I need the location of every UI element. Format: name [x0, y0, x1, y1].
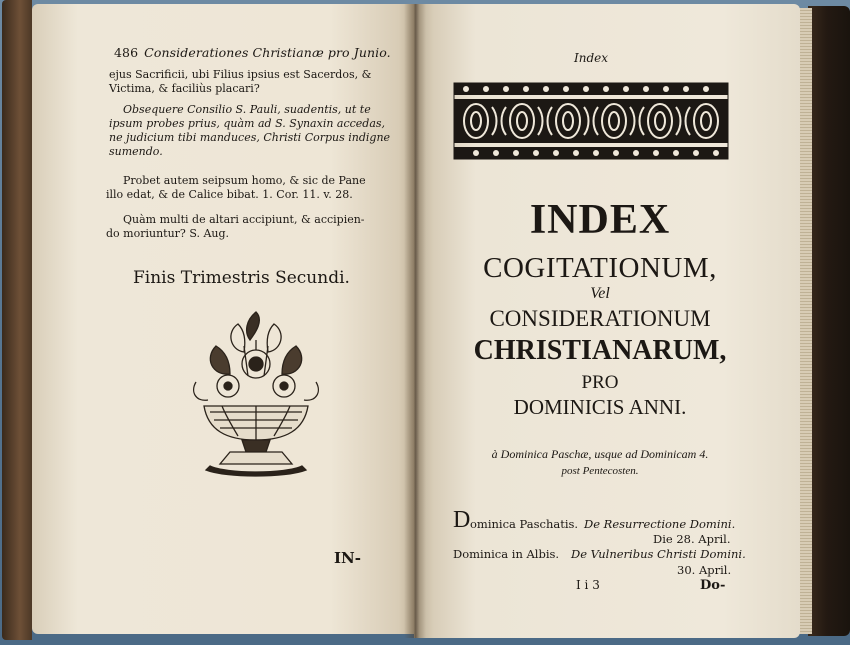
left-page-number: 486: [114, 45, 139, 60]
entry-title: Dominica in Albis.: [453, 547, 560, 561]
left-running-head: [114, 45, 391, 60]
paragraph-line: sumendo.: [109, 145, 163, 158]
book-gutter: [404, 4, 426, 638]
paragraph-line: Victima, & faciliùs placari?: [109, 82, 260, 95]
page-signature: I i 3: [576, 578, 600, 592]
entry-date: 30. April.: [677, 563, 732, 577]
title-vel: Vel: [590, 285, 610, 302]
title-considerationum: CONSIDERATIONUM: [489, 306, 711, 331]
drop-cap: D: [453, 507, 471, 533]
paragraph-line: ne judicium tibi manduces, Christi Corpus indigne: [109, 131, 391, 144]
title-dominicis-anni: DOMINICIS ANNI.: [513, 395, 687, 419]
title-pro: PRO: [581, 372, 619, 393]
entry-topic: De Vulneribus Christi Domini.: [571, 547, 746, 561]
entry-date: Die 28. April.: [653, 532, 731, 546]
left-catchword: IN-: [334, 549, 361, 567]
paragraph-line: ipsum probes prius, quàm ad S. Synaxin accedas,: [109, 117, 386, 130]
title-christianarum: CHRISTIANARUM,: [473, 335, 727, 366]
entry-topic: De Resurrectione Domini.: [584, 517, 736, 531]
paragraph-line: Quàm multi de altari accipiunt, & accipien-: [123, 213, 365, 226]
cover-left-edge: [2, 0, 32, 640]
entry-title: ominica Paschatis.: [470, 517, 579, 531]
paragraph-line: Probet autem seipsum homo, & sic de Pane: [123, 174, 366, 187]
left-running-title: Considerationes Christianæ pro Junio.: [144, 45, 391, 60]
title-cogitationum: COGITATIONUM,: [483, 252, 717, 284]
paragraph-line: ejus Sacrificii, ubi Filius ipsius est Sacerdos, &: [109, 68, 372, 81]
right-running-head: Index: [574, 51, 609, 65]
subtitle-line: à Dominica Paschæ, usque ad Dominicam 4.: [491, 447, 709, 461]
subtitle-line: post Pentecosten.: [561, 465, 639, 477]
paragraph-line: do moriuntur? S. Aug.: [106, 227, 230, 240]
cover-right-edge: [808, 6, 850, 636]
flower-vase-ornament-icon: [186, 306, 326, 478]
title-index: INDEX: [529, 197, 671, 243]
decorative-headpiece-icon: [452, 81, 730, 161]
paragraph-line: illo edat, & de Calice bibat. 1. Cor. 11. v. 28.: [106, 188, 353, 201]
right-catchword: Do-: [700, 578, 726, 593]
paragraph-line: Obsequere Consilio S. Pauli, suadentis, ut te: [123, 103, 371, 116]
finis-heading: Finis Trimestris Secundi.: [133, 268, 350, 288]
